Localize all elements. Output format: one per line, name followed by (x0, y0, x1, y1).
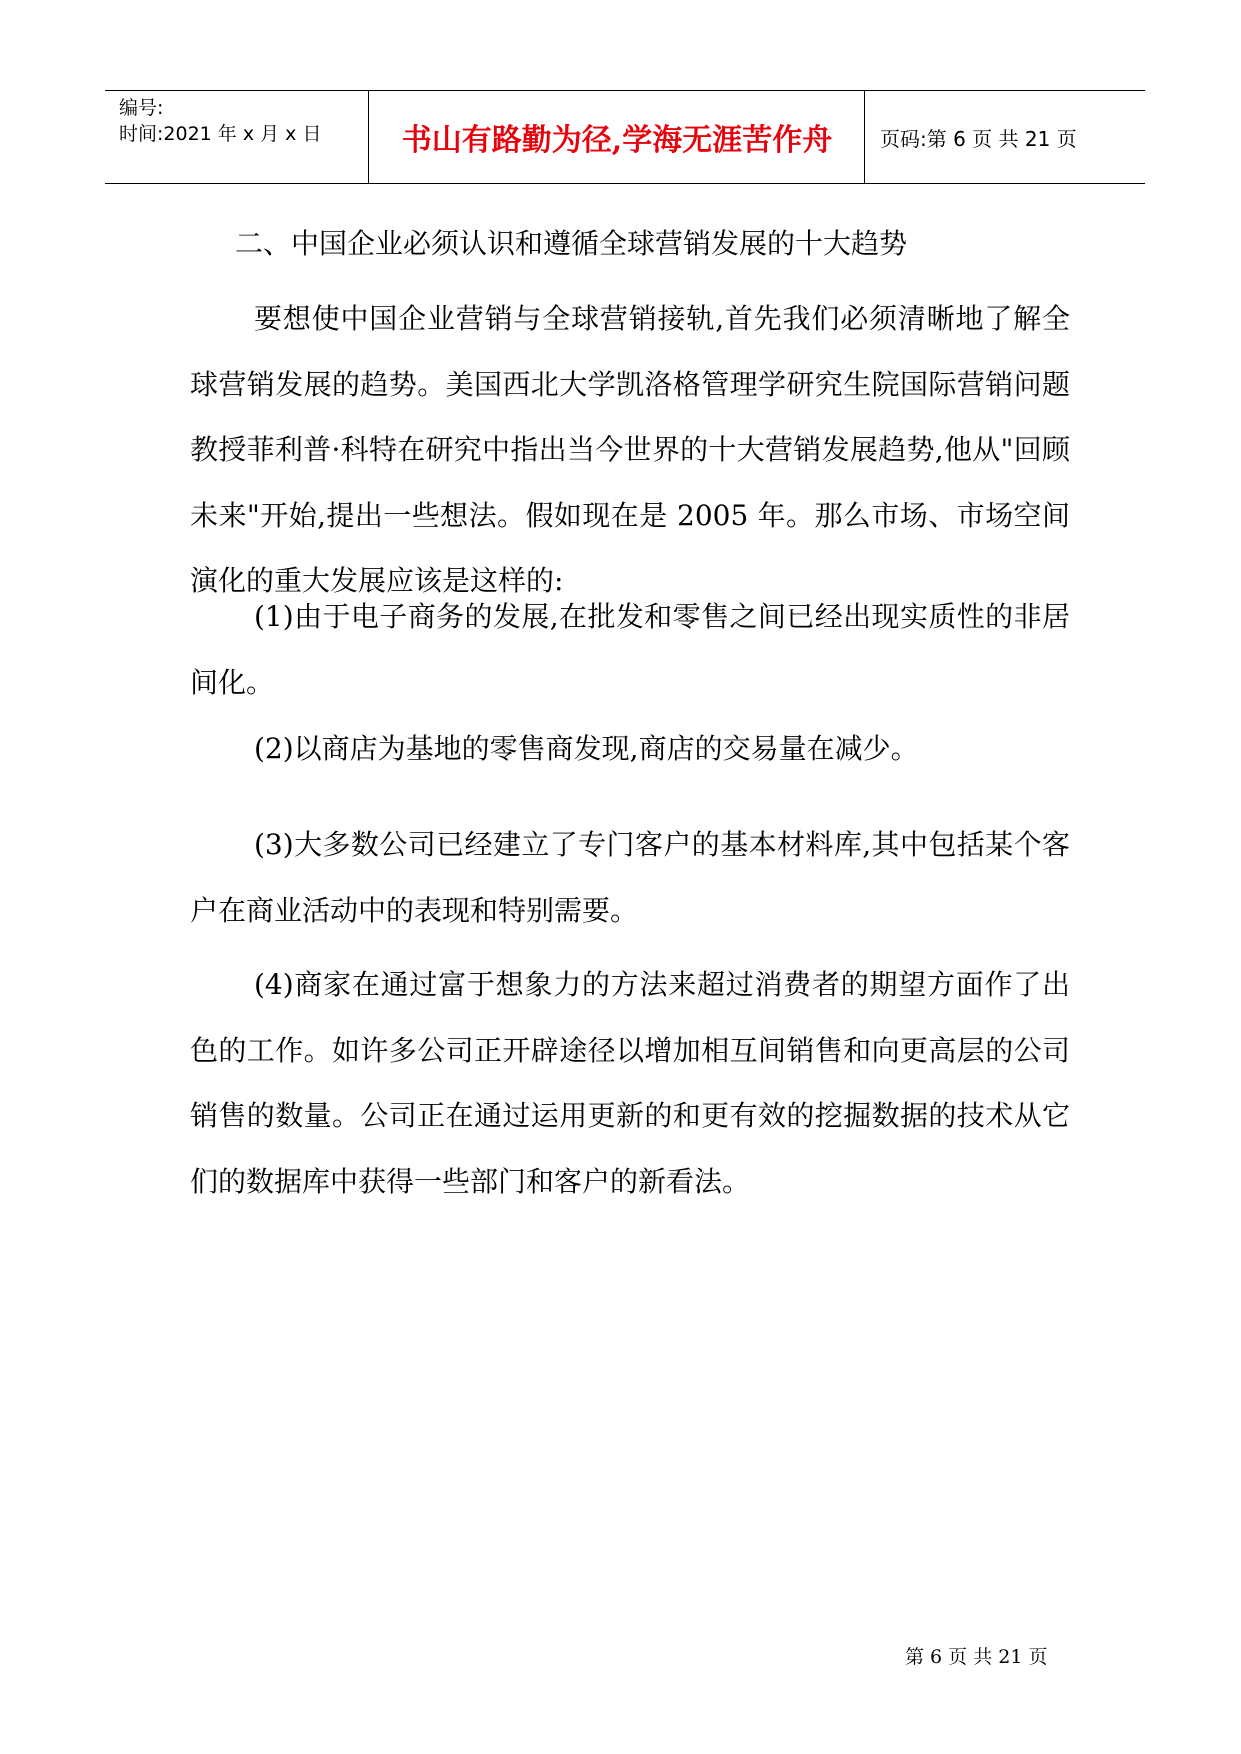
page-footer: 第 6 页 共 21 页 (905, 1646, 1048, 1668)
paragraph-item-3: (3)大多数公司已经建立了专门客户的基本材料库,其中包括某个客户在商业活动中的表现和特别需要。 (190, 828, 1070, 927)
header-time-label: 时间:2021 年 x 月 x 日 (119, 123, 322, 145)
paragraph-item-4: (4)商家在通过富于想象力的方法来超过消费者的期望方面作了出色的工作。如许多公司正开辟途径以增加相互间销售和向更高层的公司销售的数量。公司正在通过运用更新的和更有效的挖掘数据的技术从它们的数据库中获得一些部门和客户的新看法。 (190, 968, 1070, 1198)
header-number-label: 编号: (119, 97, 164, 119)
paragraph-intro: 要想使中国企业营销与全球营销接轨,首先我们必须清晰地了解全球营销发展的趋势。美国西北大学凯洛格管理学研究生院国际营销问题教授菲利普·科特在研究中指出当今世界的十大营销发展趋势,他从"回顾未来"开始,提出一些想法。假如现在是 2005 年。那么市场、市场空间演化的重大发展应该是这样的: (190, 302, 1070, 597)
header-left-cell (105, 91, 369, 183)
page-header (105, 90, 1145, 184)
paragraph-item-2: (2)以商店为基地的零售商发现,商店的交易量在减少。 (254, 732, 919, 765)
section-title: 二、中国企业必须认识和遵循全球营销发展的十大趋势 (235, 227, 908, 260)
header-page-label: 页码:第 6 页 共 21 页 (880, 126, 1077, 151)
paragraph-item-1: (1)由于电子商务的发展,在批发和零售之间已经出现实质性的非居间化。 (190, 600, 1070, 699)
header-motto: 书山有路勤为径,学海无涯苦作舟 (370, 91, 865, 183)
